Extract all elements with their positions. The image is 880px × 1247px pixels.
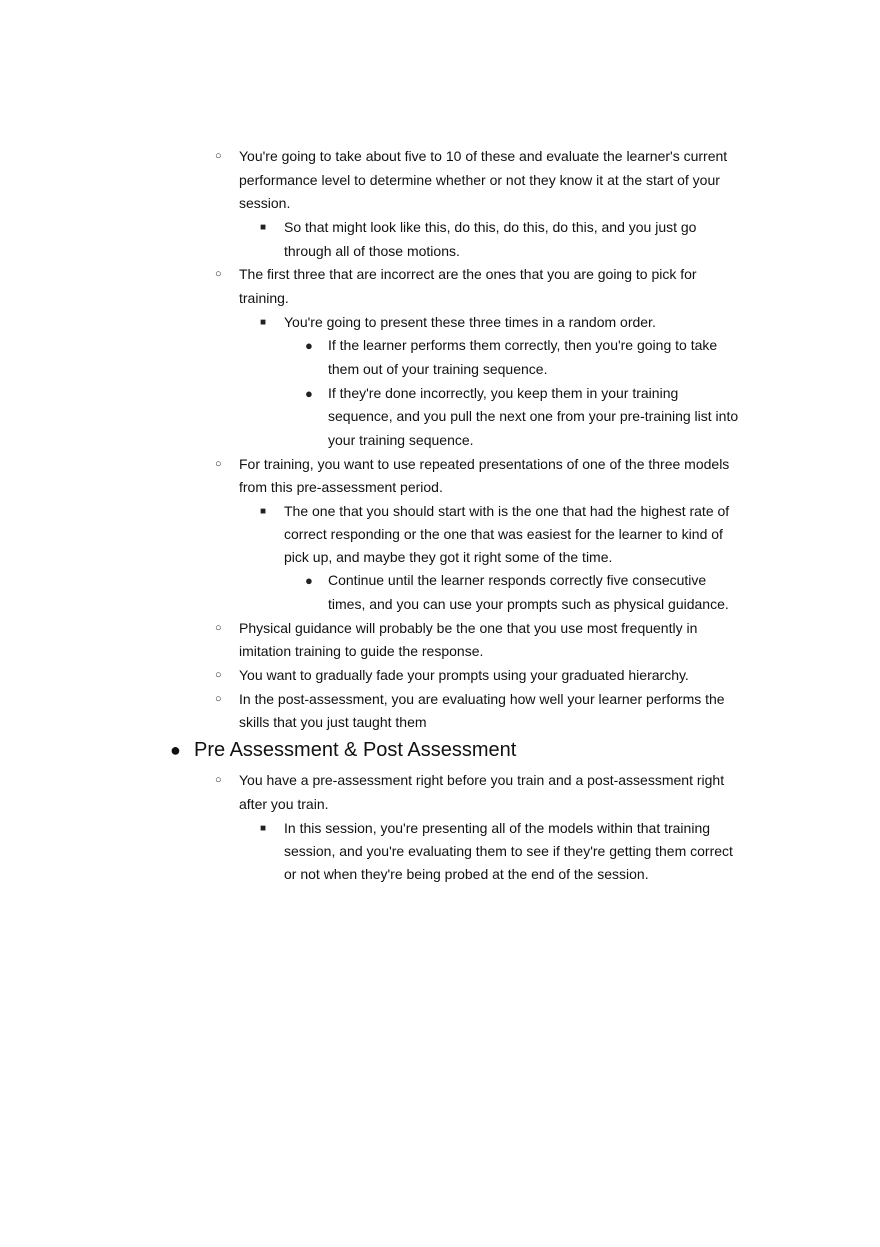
item3-line2: from this pre-assessment period. xyxy=(239,479,443,495)
item7-line2: after you train. xyxy=(239,796,329,812)
item5-line1: You want to gradually fade your prompts using your graduated hierarchy. xyxy=(239,667,689,683)
item7a-line1: In this session, you're presenting all of the models within that training xyxy=(284,820,711,836)
item3a-line3: pick up, and maybe they got it right some of the time. xyxy=(284,549,613,565)
item3a-line2: correct responding or the one that was easiest for the learner to kind of xyxy=(284,526,723,542)
disc-bullet-icon: ● xyxy=(305,573,313,588)
item3a-line1: The one that you should start with is the one that had the highest rate of xyxy=(284,503,730,519)
hollow-bullet-icon: ○ xyxy=(215,268,222,280)
item2a2-line1: If they're done incorrectly, you keep them in your training xyxy=(328,385,679,401)
square-bullet-icon: ■ xyxy=(260,222,267,233)
item2a-line1: You're going to present these three times in a random order. xyxy=(284,314,656,330)
item7a-line3: or not when they're being probed at the end of the session. xyxy=(284,866,649,882)
item3-line1: For training, you want to use repeated presentations of one of the three models xyxy=(239,456,730,472)
hollow-bullet-icon: ○ xyxy=(215,669,222,681)
item3a1-line1: Continue until the learner responds correctly five consecutive xyxy=(328,572,707,588)
item2-line2: training. xyxy=(239,290,289,306)
item1-line3: session. xyxy=(239,195,291,211)
hollow-bullet-icon: ○ xyxy=(215,693,222,705)
hollow-bullet-icon: ○ xyxy=(215,774,222,786)
hollow-bullet-icon: ○ xyxy=(215,150,222,162)
square-bullet-icon: ■ xyxy=(260,506,267,517)
item1a-line1: So that might look like this, do this, do this, do this, and you just go xyxy=(284,219,697,235)
section-heading: Pre Assessment & Post Assessment xyxy=(194,739,517,761)
item1-line1: You're going to take about five to 10 of these and evaluate the learner's current xyxy=(239,148,728,164)
item1a-line2: through all of those motions. xyxy=(284,243,460,259)
item2a1-line2: them out of your training sequence. xyxy=(328,361,548,377)
item2-line1: The first three that are incorrect are the ones that you are going to pick for xyxy=(239,266,697,282)
item3a1-line2: times, and you can use your prompts such as physical guidance. xyxy=(328,596,729,612)
disc-bullet-icon: ● xyxy=(305,338,313,353)
item4-line1: Physical guidance will probably be the one that you use most frequently in xyxy=(239,620,698,636)
item6-line2: skills that you just taught them xyxy=(239,714,427,730)
item4-line2: imitation training to guide the response. xyxy=(239,643,484,659)
item2a2-line2: sequence, and you pull the next one from your pre-training list into xyxy=(328,408,739,424)
heading-bullet-icon: ● xyxy=(170,740,181,760)
item7-line1: You have a pre-assessment right before you train and a post-assessment right xyxy=(239,772,725,788)
item1-line2: performance level to determine whether or not they know it at the start of your xyxy=(239,172,720,188)
item2a2-line3: your training sequence. xyxy=(328,432,474,448)
item6-line1: In the post-assessment, you are evaluating how well your learner performs the xyxy=(239,691,725,707)
square-bullet-icon: ■ xyxy=(260,823,267,834)
hollow-bullet-icon: ○ xyxy=(215,622,222,634)
disc-bullet-icon: ● xyxy=(305,386,313,401)
square-bullet-icon: ■ xyxy=(260,317,267,328)
hollow-bullet-icon: ○ xyxy=(215,458,222,470)
item2a1-line1: If the learner performs them correctly, then you're going to take xyxy=(328,337,718,353)
item7a-line2: session, and you're evaluating them to see if they're getting them correct xyxy=(284,843,733,859)
